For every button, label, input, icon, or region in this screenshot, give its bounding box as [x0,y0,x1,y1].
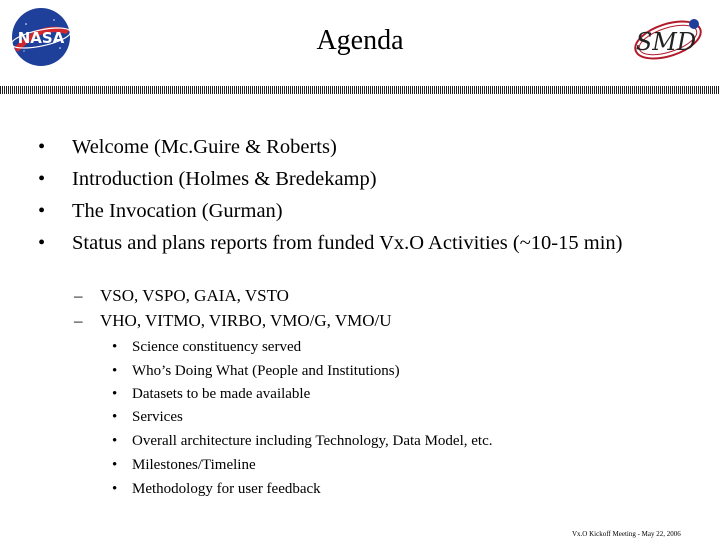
sub-sub-item-text: Science constituency served [132,339,302,355]
bullet-icon: • [112,363,118,379]
slide-footer: Vx.O Kickoff Meeting - May 22, 2006 [572,530,681,538]
sub-sub-item [112,407,183,427]
sub-sub-item-text: Milestones/Timeline [132,457,256,473]
sub-sub-item-text: Who’s Doing What (People and Institutions) [132,363,400,379]
agenda-item-text: The Invocation (Gurman) [72,200,283,222]
bullet-icon: • [112,457,118,473]
sub-sub-item [112,337,301,357]
bullet-icon: • [112,339,118,355]
sub-sub-item-text: Overall architecture including Technology, Data Model, etc. [132,433,493,449]
sub-sub-item [112,361,400,381]
sub-sub-item [112,384,310,404]
slide-title: Agenda [316,25,404,56]
bullet-icon: • [38,136,46,158]
dash-icon: – [74,311,83,330]
sub-sub-item-text: Services [132,409,183,425]
agenda-item [38,134,698,160]
sub-sub-item [112,431,492,451]
bullet-icon: • [112,481,118,497]
bullet-icon: • [112,386,118,402]
agenda-item [38,198,698,224]
smd-logo-text: SMD [635,28,697,56]
sub-sub-item-text: Methodology for user feedback [132,481,321,497]
sub-item [74,310,392,332]
agenda-item-text: Welcome (Mc.Guire & Roberts) [72,136,337,158]
agenda-item [38,230,670,256]
bullet-icon: • [38,200,46,222]
bullet-icon: • [112,433,118,449]
sub-item-text: VHO, VITMO, VIRBO, VMO/G, VMO/U [100,311,392,330]
sub-item [74,285,289,307]
sub-sub-item-text: Datasets to be made available [132,386,311,402]
sub-item-text: VSO, VSPO, GAIA, VSTO [100,286,289,305]
agenda-item [38,166,698,192]
sub-sub-item [112,479,321,499]
bullet-icon: • [112,409,118,425]
bullet-icon: • [38,232,46,254]
sub-sub-item [112,455,256,475]
agenda-item-text: Status and plans reports from funded Vx.O Activities (~10-15 min) [72,232,623,254]
agenda-item-text: Introduction (Holmes & Bredekamp) [72,168,377,190]
bullet-icon: • [38,168,46,190]
dash-icon: – [74,286,83,305]
nasa-logo-text: NASA [17,29,65,47]
